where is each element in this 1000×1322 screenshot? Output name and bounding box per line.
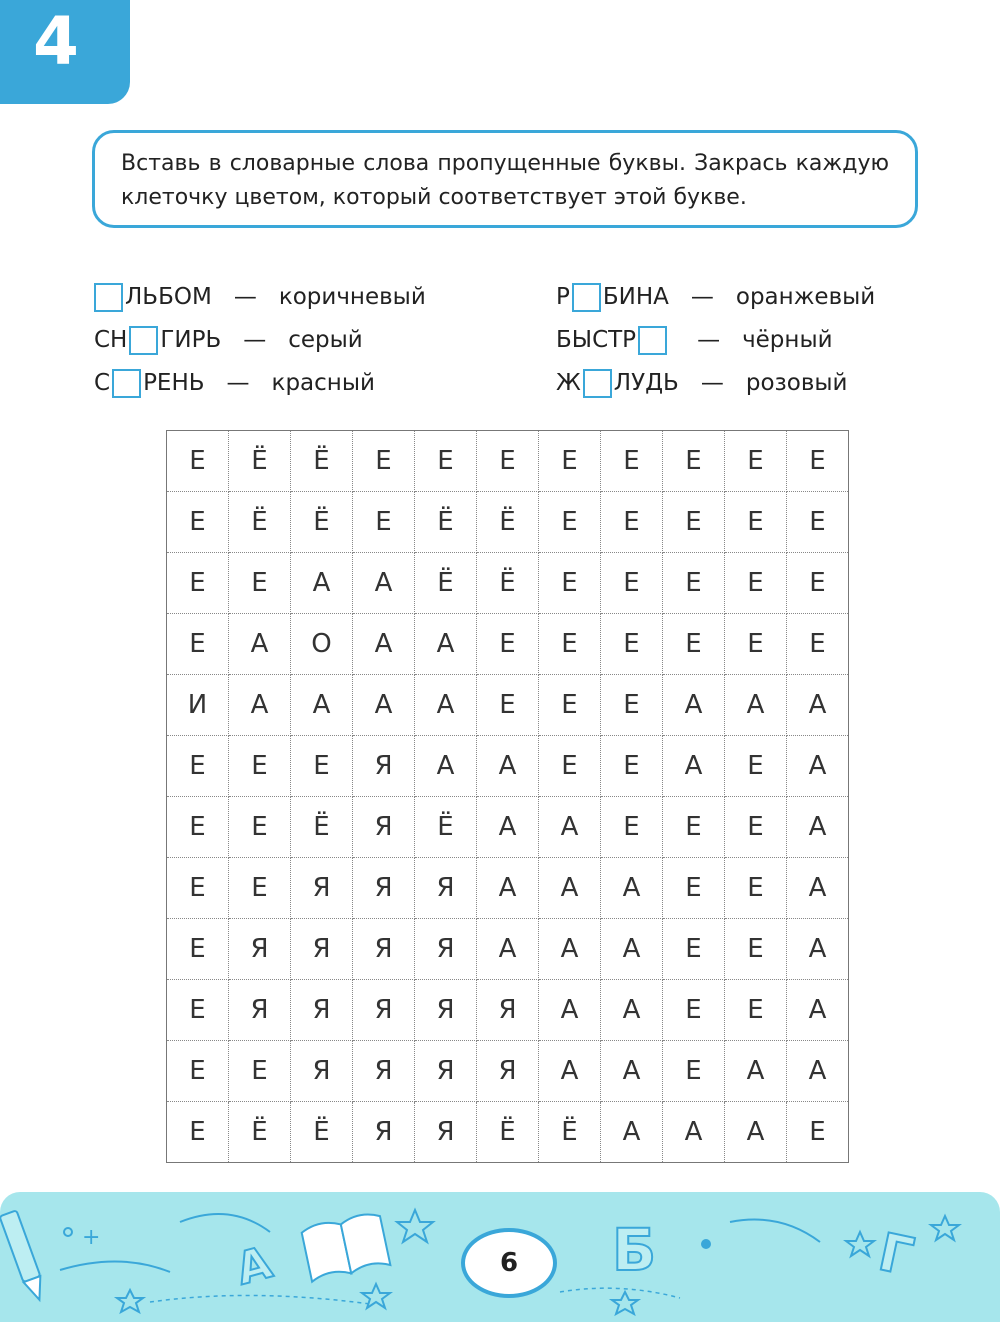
grid-cell[interactable]: Ё xyxy=(291,431,353,492)
grid-cell[interactable]: Е xyxy=(725,492,787,553)
grid-cell[interactable]: Ё xyxy=(229,1102,291,1163)
grid-row xyxy=(167,492,849,553)
grid-cell[interactable]: Ё xyxy=(291,797,353,858)
word-prefix: Ж xyxy=(556,370,581,396)
grid-cell[interactable]: Е xyxy=(787,492,849,553)
grid-cell[interactable]: Е xyxy=(601,553,663,614)
grid-cell[interactable]: О xyxy=(291,614,353,675)
open-book-icon xyxy=(301,1211,391,1281)
grid-cell[interactable]: Я xyxy=(477,980,539,1041)
instruction-text: Вставь в словарные слова пропущенные буквы. Закрась каждую клеточку цветом, который соответствует этой букве. xyxy=(121,151,889,210)
grid-cell[interactable]: А xyxy=(291,675,353,736)
grid-cell[interactable]: А xyxy=(415,736,477,797)
dash: — xyxy=(243,327,267,353)
grid-row xyxy=(167,858,849,919)
grid-cell[interactable]: Е xyxy=(539,431,601,492)
grid-cell[interactable]: А xyxy=(353,553,415,614)
grid-cell[interactable]: Ё xyxy=(291,1102,353,1163)
star-icon xyxy=(612,1292,638,1314)
page-number-text: 6 xyxy=(499,1248,519,1278)
grid-cell[interactable]: А xyxy=(663,675,725,736)
grid-cell[interactable]: А xyxy=(787,797,849,858)
grid-cell[interactable]: А xyxy=(229,614,291,675)
grid-cell[interactable]: Е xyxy=(167,797,229,858)
grid-cell[interactable]: А xyxy=(725,1102,787,1163)
grid-cell[interactable]: Е xyxy=(291,736,353,797)
grid-cell[interactable]: А xyxy=(663,736,725,797)
grid-cell[interactable]: А xyxy=(477,919,539,980)
grid-cell[interactable]: Я xyxy=(229,980,291,1041)
grid-cell[interactable]: А xyxy=(477,736,539,797)
grid-cell[interactable]: Е xyxy=(663,797,725,858)
grid-cell[interactable]: Я xyxy=(353,736,415,797)
grid-cell[interactable]: Е xyxy=(167,614,229,675)
grid-cell[interactable]: А xyxy=(539,1041,601,1102)
word-row xyxy=(94,276,426,319)
grid-cell[interactable]: Е xyxy=(725,919,787,980)
grid-cell[interactable]: Ё xyxy=(477,492,539,553)
grid-cell[interactable]: Е xyxy=(663,492,725,553)
swirl-icon xyxy=(180,1214,270,1232)
grid-cell[interactable]: А xyxy=(787,1041,849,1102)
grid-cell[interactable]: А xyxy=(353,675,415,736)
grid-cell[interactable]: А xyxy=(353,614,415,675)
dot-icon xyxy=(701,1239,711,1249)
grid-cell[interactable]: Е xyxy=(663,980,725,1041)
star-icon xyxy=(117,1290,143,1312)
grid-cell[interactable]: Е xyxy=(539,675,601,736)
color-name: коричневый xyxy=(278,284,426,310)
grid-cell[interactable]: Е xyxy=(229,553,291,614)
dashed-line-icon xyxy=(150,1295,370,1304)
grid-cell[interactable]: Я xyxy=(415,919,477,980)
letter-a-icon: А xyxy=(230,1237,278,1296)
dash: — xyxy=(697,327,721,353)
star-icon xyxy=(931,1216,959,1240)
grid-row xyxy=(167,431,849,492)
grid-cell[interactable]: А xyxy=(601,1041,663,1102)
swirl-icon xyxy=(60,1261,170,1272)
grid-cell[interactable]: Е xyxy=(725,736,787,797)
grid-cell[interactable]: Ё xyxy=(477,1102,539,1163)
color-name: серый xyxy=(288,327,363,353)
grid-cell[interactable]: Е xyxy=(167,858,229,919)
word-suffix: ЛЬБОМ xyxy=(125,284,212,310)
grid-cell[interactable]: Е xyxy=(229,858,291,919)
grid-cell[interactable]: Е xyxy=(725,431,787,492)
grid-cell[interactable]: А xyxy=(539,919,601,980)
word-row xyxy=(556,276,875,319)
word-list-left xyxy=(94,276,426,405)
grid-row xyxy=(167,1102,849,1163)
word-prefix: С xyxy=(94,370,111,396)
grid-cell[interactable]: Я xyxy=(415,1102,477,1163)
grid-cell[interactable]: Е xyxy=(725,858,787,919)
missing-letter-box[interactable] xyxy=(572,283,601,312)
grid-cell[interactable]: Я xyxy=(415,980,477,1041)
grid-cell[interactable]: Ё xyxy=(291,492,353,553)
grid-cell[interactable]: Е xyxy=(725,553,787,614)
grid-cell[interactable]: Е xyxy=(787,553,849,614)
grid-cell[interactable]: Ё xyxy=(415,797,477,858)
grid-cell[interactable]: Е xyxy=(787,431,849,492)
grid-cell[interactable]: А xyxy=(601,980,663,1041)
grid-cell[interactable]: Ё xyxy=(539,1102,601,1163)
grid-cell[interactable]: Я xyxy=(353,980,415,1041)
word-suffix: БИНА xyxy=(602,284,669,310)
grid-row xyxy=(167,1041,849,1102)
grid-cell[interactable]: А xyxy=(787,858,849,919)
grid-cell[interactable]: Я xyxy=(291,1041,353,1102)
word-row xyxy=(94,362,426,405)
grid-cell[interactable]: Е xyxy=(167,431,229,492)
word-row xyxy=(556,362,875,405)
grid-cell[interactable]: Е xyxy=(353,431,415,492)
grid-cell[interactable]: Я xyxy=(291,919,353,980)
swirl-icon xyxy=(730,1220,820,1243)
word-list-right xyxy=(556,276,875,405)
grid-cell[interactable]: Е xyxy=(539,736,601,797)
grid-cell[interactable]: Е xyxy=(663,858,725,919)
missing-letter-box[interactable] xyxy=(94,283,123,312)
grid-cell[interactable]: А xyxy=(539,980,601,1041)
grid-row xyxy=(167,675,849,736)
grid-cell[interactable]: Е xyxy=(787,614,849,675)
grid-cell[interactable]: Я xyxy=(353,858,415,919)
instruction-box xyxy=(92,130,918,228)
grid-cell[interactable]: Я xyxy=(415,858,477,919)
grid-cell[interactable]: Ё xyxy=(229,431,291,492)
grid-cell[interactable]: Я xyxy=(291,980,353,1041)
grid-row xyxy=(167,797,849,858)
grid-cell[interactable]: Я xyxy=(477,1041,539,1102)
grid-cell[interactable]: Е xyxy=(725,980,787,1041)
grid-cell[interactable]: Е xyxy=(663,1041,725,1102)
pencil-icon xyxy=(0,1210,48,1303)
grid-cell[interactable]: А xyxy=(787,980,849,1041)
grid-cell[interactable]: Ё xyxy=(477,553,539,614)
grid-cell[interactable]: Е xyxy=(539,614,601,675)
word-prefix: БЫСТР xyxy=(556,327,637,353)
grid-cell[interactable]: А xyxy=(725,675,787,736)
grid-cell[interactable]: Я xyxy=(291,858,353,919)
grid-cell[interactable]: Е xyxy=(229,797,291,858)
dash: — xyxy=(690,284,714,310)
grid-cell[interactable]: Е xyxy=(477,614,539,675)
word-suffix: ЛУДЬ xyxy=(613,370,679,396)
grid-cell[interactable]: Е xyxy=(167,1102,229,1163)
letter-b-icon: Б xyxy=(612,1216,657,1284)
grid-cell[interactable]: Е xyxy=(601,736,663,797)
math-doodle-icon: + xyxy=(82,1225,101,1250)
grid-cell[interactable]: Е xyxy=(229,1041,291,1102)
grid-row xyxy=(167,553,849,614)
grid-cell[interactable]: Е xyxy=(167,919,229,980)
grid-cell[interactable]: Я xyxy=(415,1041,477,1102)
star-icon xyxy=(362,1284,390,1308)
word-prefix: СН xyxy=(94,327,128,353)
grid-cell[interactable]: Е xyxy=(601,675,663,736)
page-number xyxy=(461,1228,557,1298)
color-name: оранжевый xyxy=(735,284,876,310)
grid-cell[interactable]: А xyxy=(601,858,663,919)
grid-cell[interactable]: Е xyxy=(663,431,725,492)
grid-cell[interactable]: Е xyxy=(663,614,725,675)
letter-g-icon: Г xyxy=(873,1222,919,1289)
grid-cell[interactable]: Е xyxy=(601,797,663,858)
grid-cell[interactable]: Я xyxy=(353,797,415,858)
grid-cell[interactable]: Е xyxy=(539,553,601,614)
color-name: розовый xyxy=(745,370,848,396)
grid-cell[interactable]: Я xyxy=(353,919,415,980)
grid-cell[interactable]: Е xyxy=(663,553,725,614)
dash: — xyxy=(700,370,724,396)
star-icon xyxy=(846,1232,874,1256)
grid-cell[interactable]: А xyxy=(477,797,539,858)
color-name: красный xyxy=(271,370,375,396)
coloring-letter-grid xyxy=(166,430,849,1163)
grid-cell[interactable]: А xyxy=(787,919,849,980)
word-row xyxy=(94,319,426,362)
grid-cell[interactable]: Е xyxy=(353,492,415,553)
word-suffix: ГИРЬ xyxy=(160,327,222,353)
word-prefix: Р xyxy=(556,284,570,310)
grid-row xyxy=(167,980,849,1041)
grid-cell[interactable]: Ё xyxy=(229,492,291,553)
grid-cell[interactable]: Е xyxy=(229,736,291,797)
grid-cell[interactable]: Е xyxy=(663,919,725,980)
grid-cell[interactable]: Е xyxy=(477,431,539,492)
word-row xyxy=(556,319,875,362)
grid-cell[interactable]: Е xyxy=(415,431,477,492)
grid-cell[interactable]: И xyxy=(167,675,229,736)
dash: — xyxy=(233,284,257,310)
grid-cell[interactable]: А xyxy=(787,736,849,797)
grid-cell[interactable]: Я xyxy=(353,1102,415,1163)
grid-cell[interactable]: Е xyxy=(725,797,787,858)
grid-cell[interactable]: Я xyxy=(229,919,291,980)
task-number: 4 xyxy=(33,3,79,80)
grid-cell[interactable]: Е xyxy=(167,980,229,1041)
grid-cell[interactable]: Е xyxy=(477,675,539,736)
grid-cell[interactable]: Е xyxy=(539,492,601,553)
color-name: чёрный xyxy=(742,327,833,353)
grid-row xyxy=(167,736,849,797)
grid-cell[interactable]: Ё xyxy=(415,553,477,614)
grid-cell[interactable]: Я xyxy=(353,1041,415,1102)
grid-cell[interactable]: Е xyxy=(167,736,229,797)
grid-cell[interactable]: Е xyxy=(725,614,787,675)
grid-cell[interactable]: А xyxy=(601,919,663,980)
dot-icon xyxy=(64,1228,72,1236)
grid-cell[interactable]: Е xyxy=(601,614,663,675)
grid-cell[interactable]: Е xyxy=(167,492,229,553)
grid-row xyxy=(167,614,849,675)
dash: — xyxy=(226,370,250,396)
grid-cell[interactable]: А xyxy=(725,1041,787,1102)
grid-cell[interactable]: А xyxy=(787,675,849,736)
grid-cell[interactable]: А xyxy=(415,614,477,675)
task-number-badge xyxy=(0,0,130,104)
grid-cell[interactable]: Е xyxy=(601,431,663,492)
dashed-line-icon xyxy=(560,1288,680,1298)
grid-cell[interactable]: А xyxy=(415,675,477,736)
word-suffix: РЕНЬ xyxy=(143,370,205,396)
grid-cell[interactable]: Е xyxy=(601,492,663,553)
missing-letter-box[interactable] xyxy=(583,369,612,398)
grid-cell[interactable]: Е xyxy=(167,1041,229,1102)
grid-cell[interactable]: А xyxy=(291,553,353,614)
grid-cell[interactable]: А xyxy=(601,1102,663,1163)
missing-letter-box[interactable] xyxy=(638,326,667,355)
grid-cell[interactable]: А xyxy=(229,675,291,736)
grid-cell[interactable]: Е xyxy=(787,1102,849,1163)
grid-cell[interactable]: А xyxy=(539,858,601,919)
grid-cell[interactable]: А xyxy=(539,797,601,858)
star-icon xyxy=(397,1210,433,1242)
grid-row xyxy=(167,919,849,980)
grid-cell[interactable]: А xyxy=(663,1102,725,1163)
missing-letter-box[interactable] xyxy=(112,369,141,398)
grid-cell[interactable]: Е xyxy=(167,553,229,614)
missing-letter-box[interactable] xyxy=(129,326,158,355)
grid-cell[interactable]: А xyxy=(477,858,539,919)
grid-cell[interactable]: Ё xyxy=(415,492,477,553)
